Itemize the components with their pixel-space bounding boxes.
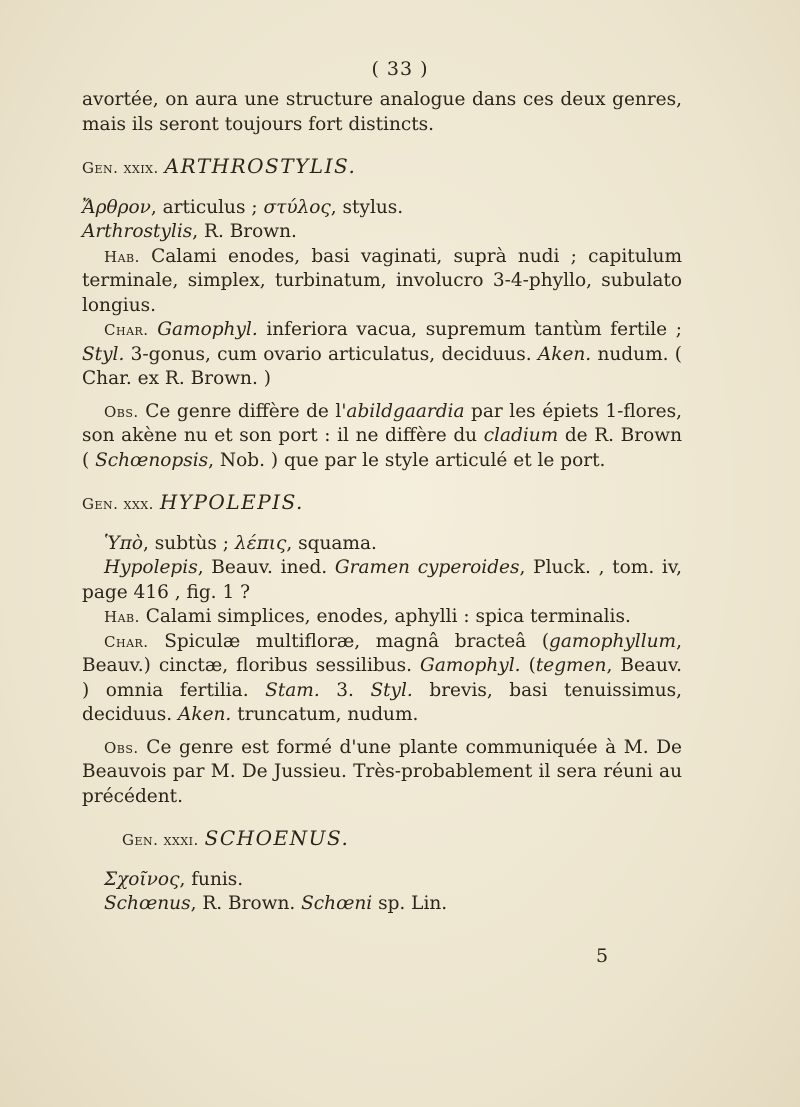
section-text: nudum. ( Char. ex R. Brown. ) (82, 343, 682, 389)
section-label: Char. (104, 321, 149, 339)
section-label: Char. (104, 632, 149, 651)
section-label: Hab. (104, 608, 140, 626)
genus-label: Gen. xxix. (82, 159, 159, 177)
synonym-name: Schœni (301, 893, 373, 914)
term: gamophyllum (549, 630, 677, 652)
genus-label: Gen. xxx. (82, 495, 154, 513)
term: Stam. (265, 679, 320, 701)
greek-word: Ἄρθρον (82, 196, 151, 218)
section-text: , Beauv. ) omnia fertilia. (82, 655, 682, 701)
etymology (82, 532, 682, 557)
latin-gloss: , articulus ; (150, 196, 258, 218)
genus-name: SCHOENUS. (204, 826, 350, 850)
synonym-author: , R. Brown. (190, 893, 302, 914)
greek-word: λέπις (234, 532, 287, 554)
term: Schœnopsis (95, 449, 209, 471)
synonym-name: Hypolepis (104, 557, 198, 578)
term: Aken. (537, 343, 592, 365)
synonym-author: , R. Brown. (192, 221, 297, 242)
page-number: ( 33 ) (371, 58, 429, 80)
latin-gloss: , subtùs ; (143, 532, 230, 554)
text-line: mais ils seront toujours fort distincts. (82, 113, 435, 135)
section-text: Calami simplices, enodes, aphylli : spica terminalis. (145, 606, 631, 627)
section-text: ( (520, 655, 536, 676)
section-text: , Nob. ) que par le style articulé et le port. (208, 449, 606, 471)
section-label: Hab. (104, 247, 140, 266)
character (82, 318, 682, 392)
section-label: Obs. (104, 738, 139, 757)
term: Styl. (370, 679, 413, 701)
greek-word: Σχοῖνος (104, 868, 180, 890)
section-text: Spiculæ multifloræ, magnâ bracteâ ( (164, 630, 550, 652)
section-text: 3. (319, 679, 371, 701)
section-text: Ce genre est formé d'une plante communiquée à M. De Beauvois par M. De Jussieu. Très-probablement il sera réuni au précédent. (82, 736, 682, 807)
term: Styl. (82, 343, 125, 365)
section-text: Ce genre diffère de l' (145, 400, 347, 422)
synonym-name: Schœnus (104, 893, 191, 914)
term: Aken. (178, 704, 232, 725)
genus-name: ARTHROSTYLIS. (164, 154, 357, 178)
habitus (82, 605, 682, 630)
text-line: avortée, on aura une structure analogue dans ces deux genres, (82, 89, 682, 110)
synonym-author: , Beauv. ined. (197, 557, 335, 578)
section-text: de R. Brown ( (82, 425, 682, 471)
term: tegmen (535, 655, 607, 676)
synonymy (82, 556, 682, 605)
intro-paragraph (82, 88, 682, 137)
body-text (82, 88, 682, 917)
synonym-author: , Pluck. , tom. iv, page 416 , fig. 1 ? (82, 557, 682, 603)
section-text: Calami enodes, basi vaginati, suprà nudi ; capitulum terminale, simplex, turbinatum, involucro 3-4-phyllo, subulato longius. (82, 245, 682, 316)
genus-heading (82, 826, 682, 853)
observation (82, 736, 682, 810)
synonymy (82, 220, 682, 245)
synonym-name: Gramen cyperoides (334, 557, 520, 578)
section-text: inferiora vacua, supremum tantùm fertile ; (257, 319, 682, 340)
signature-mark: 5 (596, 945, 609, 967)
genus-name: HYPOLEPIS. (159, 490, 304, 514)
section-label: Obs. (104, 402, 139, 421)
section-text: truncatum, nudum. (231, 704, 419, 725)
greek-word: Ὑπὸ (104, 532, 144, 554)
synonym-author: sp. Lin. (372, 893, 448, 914)
genus-heading (82, 490, 682, 517)
section-text: , Beauv.) cinctæ, floribus sessilibus. (82, 630, 682, 676)
section-text: 3-gonus, cum ovario articulatus, deciduus. (124, 343, 538, 365)
greek-word: στύλος (263, 196, 331, 218)
synonym-name: Arthrostylis (82, 221, 193, 242)
latin-gloss: , stylus. (330, 196, 404, 218)
term: cladium (483, 425, 559, 446)
term: abildgaardia (346, 400, 465, 422)
character (82, 630, 682, 728)
genus-heading (82, 154, 682, 181)
synonymy (82, 892, 682, 917)
genus-label: Gen. xxxi. (122, 831, 199, 849)
term: Gamophyl. (157, 319, 258, 340)
section-text: par les épiets 1-flores, son akène nu et son port : il ne diffère du (82, 400, 682, 446)
etymology (82, 196, 682, 221)
section-text: brevis, basi tenuissimus, deciduus. (82, 679, 682, 725)
latin-gloss: , funis. (179, 868, 244, 890)
etymology (82, 868, 682, 893)
observation (82, 400, 682, 474)
term: Gamophyl. (420, 655, 521, 676)
latin-gloss: , squama. (286, 532, 377, 554)
habitus (82, 245, 682, 319)
